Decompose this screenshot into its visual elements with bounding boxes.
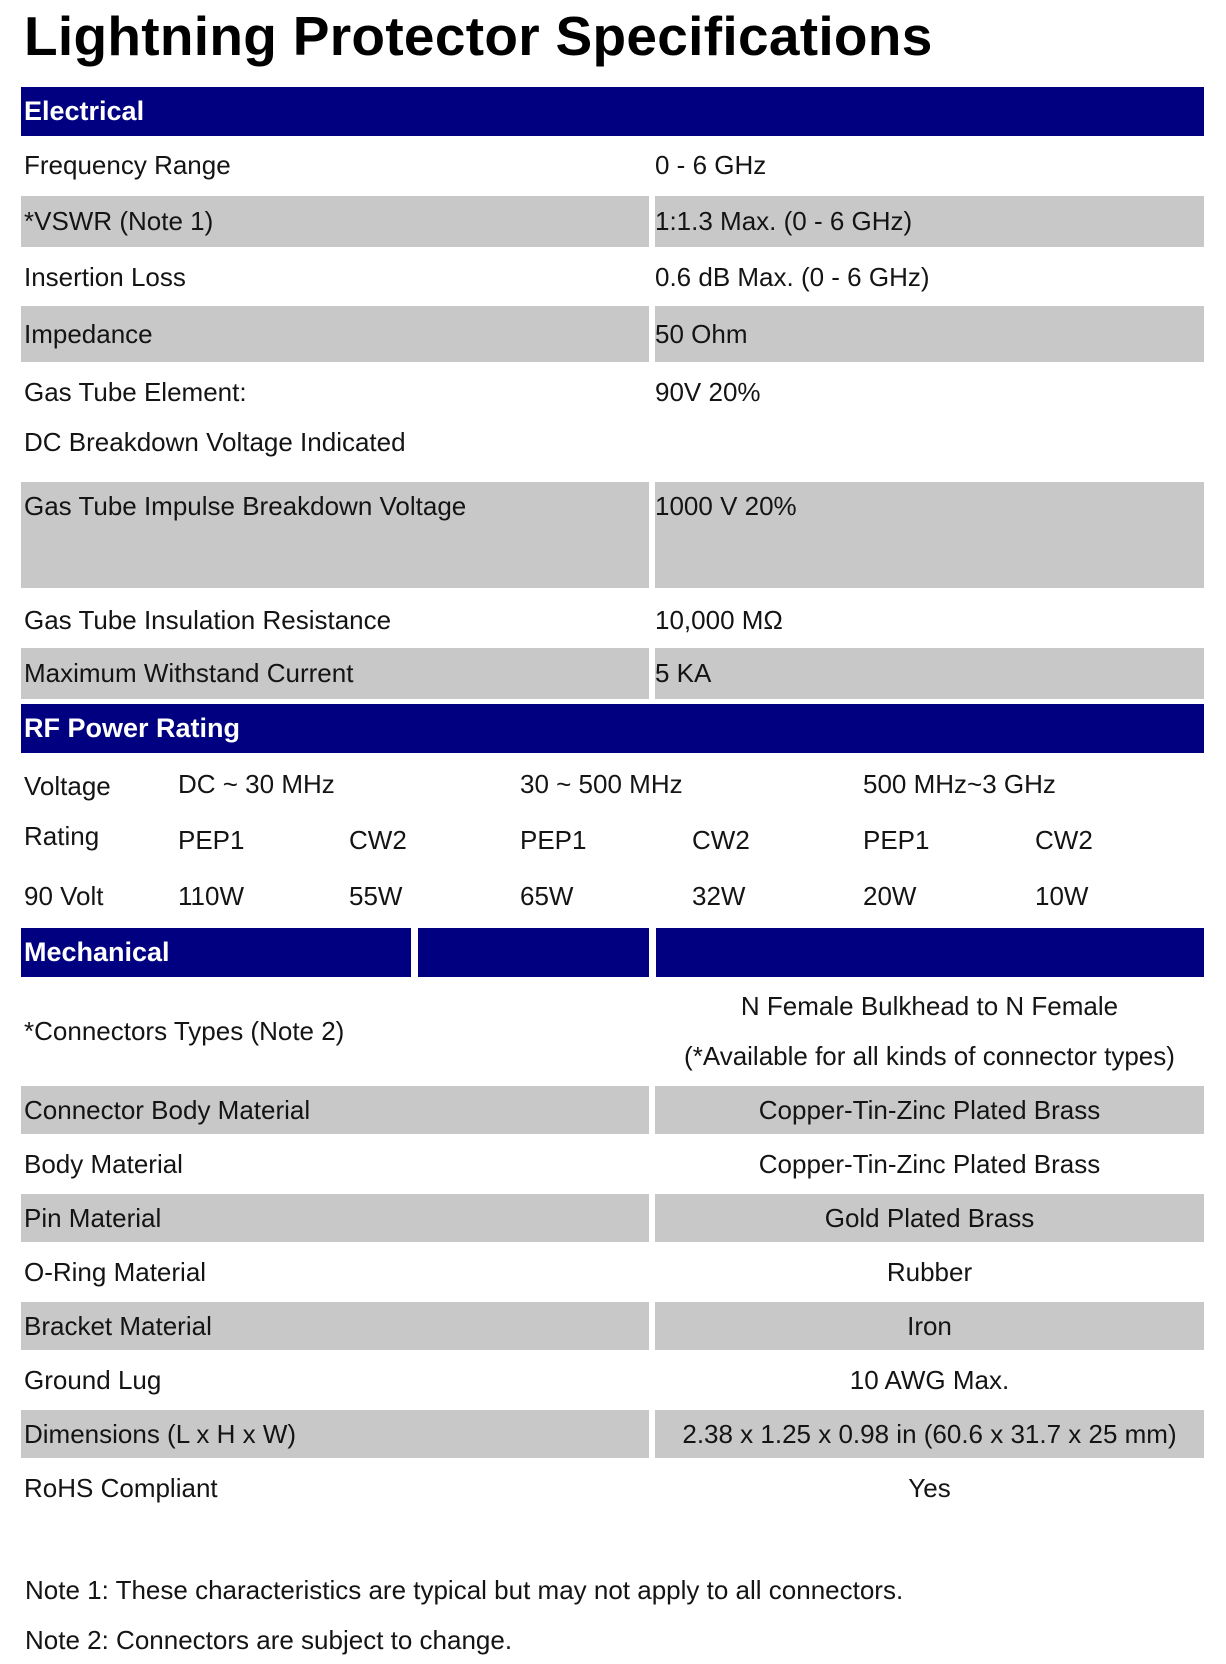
rf-value: 10W — [1035, 881, 1089, 911]
rf-value: 110W — [178, 881, 244, 911]
spec-label-line2: DC Breakdown Voltage Indicated — [24, 427, 406, 457]
spec-value-connectors-note: (*Available for all kinds of connector types) — [684, 1041, 1175, 1071]
rf-type-label: PEP1 — [863, 825, 930, 855]
rf-row-label-voltage: Voltage — [24, 771, 111, 801]
spec-value: 5 KA — [655, 648, 1204, 699]
spec-value: 50 Ohm — [655, 306, 1204, 362]
section-header-rf-power: RF Power Rating — [21, 704, 1204, 753]
spec-value: Gold Plated Brass — [655, 1194, 1204, 1242]
spec-value: Iron — [655, 1302, 1204, 1350]
spec-value: Rubber — [886, 1257, 973, 1287]
rf-type-label: PEP1 — [178, 825, 245, 855]
rf-band-30-500mhz: 30 ~ 500 MHz — [520, 769, 683, 799]
rf-row-label-rating: Rating — [24, 821, 100, 851]
spec-value: 10 AWG Max. — [849, 1365, 1010, 1395]
rf-value: 65W — [520, 881, 574, 911]
spec-label: Maximum Withstand Current — [21, 648, 649, 699]
rf-value: 55W — [349, 881, 403, 911]
spec-label: RoHS Compliant — [24, 1473, 218, 1503]
spec-label: Connector Body Material — [21, 1086, 649, 1134]
rf-type-label: CW2 — [349, 825, 407, 855]
spec-label: Ground Lug — [24, 1365, 162, 1395]
rf-type-label: CW2 — [1035, 825, 1093, 855]
spec-label: Dimensions (L x H x W) — [21, 1410, 649, 1458]
spec-value: 0.6 dB Max. (0 - 6 GHz) — [655, 262, 930, 292]
spec-value: 90V 20% — [655, 377, 761, 407]
rf-band-500mhz-3ghz: 500 MHz~3 GHz — [863, 769, 1056, 799]
spec-label-connectors: *Connectors Types (Note 2) — [24, 1016, 345, 1046]
spec-label: O-Ring Material — [24, 1257, 207, 1287]
header-divider — [649, 928, 656, 977]
spec-value: 1:1.3 Max. (0 - 6 GHz) — [655, 196, 1204, 247]
spec-label: Frequency Range — [24, 150, 231, 180]
spec-label: *VSWR (Note 1) — [21, 196, 649, 247]
spec-label: Bracket Material — [21, 1302, 649, 1350]
rf-value: 20W — [863, 881, 917, 911]
rf-type-label: CW2 — [692, 825, 750, 855]
footnote-1: Note 1: These characteristics are typical but may not apply to all connectors. — [25, 1575, 904, 1605]
spec-label: Body Material — [24, 1149, 183, 1179]
spec-label: Gas Tube Element: — [24, 377, 247, 407]
page-title: Lightning Protector Specifications — [24, 5, 933, 67]
spec-label: Pin Material — [21, 1194, 649, 1242]
spec-value: 0 - 6 GHz — [655, 150, 767, 180]
spec-value: Yes — [908, 1473, 951, 1503]
spec-label: Gas Tube Impulse Breakdown Voltage — [21, 482, 649, 588]
spec-value-connectors: N Female Bulkhead to N Female — [740, 991, 1119, 1021]
rf-row-label-90volt: 90 Volt — [24, 881, 104, 911]
spec-label: Gas Tube Insulation Resistance — [24, 605, 392, 635]
spec-value: 2.38 x 1.25 x 0.98 in (60.6 x 31.7 x 25 mm) — [655, 1410, 1204, 1458]
spec-label: Impedance — [21, 306, 649, 362]
spec-value: 1000 V 20% — [655, 482, 1204, 588]
rf-band-dc-30mhz: DC ~ 30 MHz — [178, 769, 335, 799]
spec-value: Copper-Tin-Zinc Plated Brass — [758, 1149, 1101, 1179]
section-header-mechanical: Mechanical — [21, 928, 1204, 977]
spec-value: Copper-Tin-Zinc Plated Brass — [655, 1086, 1204, 1134]
section-header-electrical: Electrical — [21, 87, 1204, 136]
header-divider — [411, 928, 418, 977]
spec-label: Insertion Loss — [24, 262, 186, 292]
rf-value: 32W — [692, 881, 746, 911]
footnote-2: Note 2: Connectors are subject to change. — [25, 1625, 513, 1655]
rf-type-label: PEP1 — [520, 825, 587, 855]
spec-value: 10,000 MΩ — [655, 605, 783, 635]
